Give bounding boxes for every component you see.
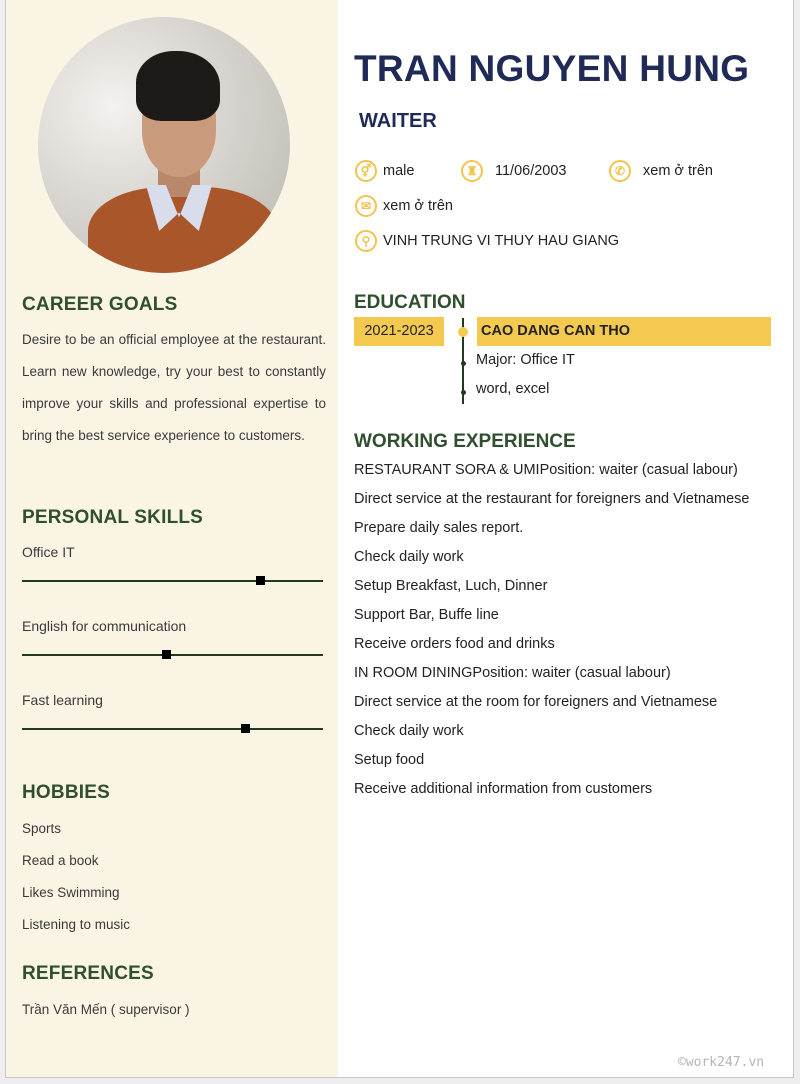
career-goals-text: Desire to be an official employee at the restaurant. Learn new knowledge, try your best to constantly improve your skills and professional expertise to bring the best service experience to customers. (22, 332, 326, 443)
map-pin-icon: ⚲ (355, 230, 377, 252)
email-value[interactable]: xem ở trên (383, 198, 453, 214)
experience-line: Direct service at the room for foreigners and Vietnamese (354, 694, 718, 710)
experience-line: Setup food (354, 752, 425, 768)
skill-bar (22, 580, 323, 582)
personal-skills-title: PERSONAL SKILLS (22, 507, 204, 528)
skill-label: English for communication (22, 618, 187, 634)
info-birthday (461, 160, 567, 182)
hobbies-list (22, 820, 130, 948)
job-title: WAITER (359, 110, 437, 132)
experience-line: Prepare daily sales report. (354, 520, 524, 536)
hobby-item: Read a book (22, 853, 99, 868)
experience-line: Receive orders food and drinks (354, 636, 555, 652)
birthday-cake-icon: ♜ (461, 160, 483, 182)
career-goals-title: CAREER GOALS (22, 294, 178, 315)
gender-value: male (383, 163, 415, 179)
phone-value[interactable]: xem ở trên (643, 163, 713, 179)
sidebar (6, 0, 338, 1077)
working-experience-list (354, 461, 749, 809)
skill-level-marker[interactable] (162, 650, 171, 659)
cv-page (5, 0, 794, 1078)
skill-fast-learning (22, 692, 323, 708)
education-detail: Major: Office IT (476, 352, 575, 368)
address-value: VINH TRUNG VI THUY HAU GIANG (383, 233, 620, 249)
gender-icon: ⚥ (355, 160, 377, 182)
skill-english (22, 618, 323, 634)
phone-icon: ✆ (609, 160, 631, 182)
skill-label: Fast learning (22, 692, 103, 708)
info-phone (609, 160, 713, 182)
hobbies-title: HOBBIES (22, 782, 110, 803)
skill-level-marker[interactable] (241, 724, 250, 733)
experience-line: IN ROOM DININGPosition: waiter (casual labour) (354, 665, 671, 681)
skill-bar (22, 654, 323, 656)
info-gender (355, 160, 414, 182)
education-years: 2021-2023 (354, 317, 444, 346)
birthday-value: 11/06/2003 (495, 163, 567, 179)
photo-shirt (88, 187, 278, 273)
hobby-item: Likes Swimming (22, 885, 120, 900)
experience-line: Check daily work (354, 723, 464, 739)
experience-line: Setup Breakfast, Luch, Dinner (354, 578, 548, 594)
info-address (355, 230, 619, 252)
references-list (22, 1001, 190, 1033)
watermark: ©work247.vn (678, 1055, 765, 1070)
experience-line: Receive additional information from customers (354, 781, 653, 797)
skill-label: Office IT (22, 544, 75, 560)
education-title: EDUCATION (354, 292, 466, 313)
reference-item: Trần Văn Mến ( supervisor ) (22, 1002, 190, 1017)
profile-photo (38, 17, 290, 273)
candidate-name: TRAN NGUYEN HUNG (354, 48, 750, 89)
experience-line: Check daily work (354, 549, 464, 565)
hobby-item: Sports (22, 821, 62, 836)
skill-level-marker[interactable] (256, 576, 265, 585)
education-detail: word, excel (476, 381, 550, 397)
info-email (355, 195, 453, 217)
timeline-dot (458, 327, 468, 337)
timeline-bullet (461, 390, 466, 395)
education-school: CAO DANG CAN THO (477, 317, 771, 346)
hobby-item: Listening to music (22, 917, 131, 932)
experience-line: RESTAURANT SORA & UMIPosition: waiter (casual labour) (354, 462, 738, 478)
experience-line: Support Bar, Buffe line (354, 607, 499, 623)
skill-bar (22, 728, 323, 730)
mail-icon: ✉ (355, 195, 377, 217)
photo-hair (136, 51, 220, 121)
skill-office-it (22, 544, 323, 560)
references-title: REFERENCES (22, 963, 154, 984)
experience-line: Direct service at the restaurant for foreigners and Vietnamese (354, 491, 750, 507)
timeline-bullet (461, 361, 466, 366)
working-experience-title: WORKING EXPERIENCE (354, 431, 576, 452)
